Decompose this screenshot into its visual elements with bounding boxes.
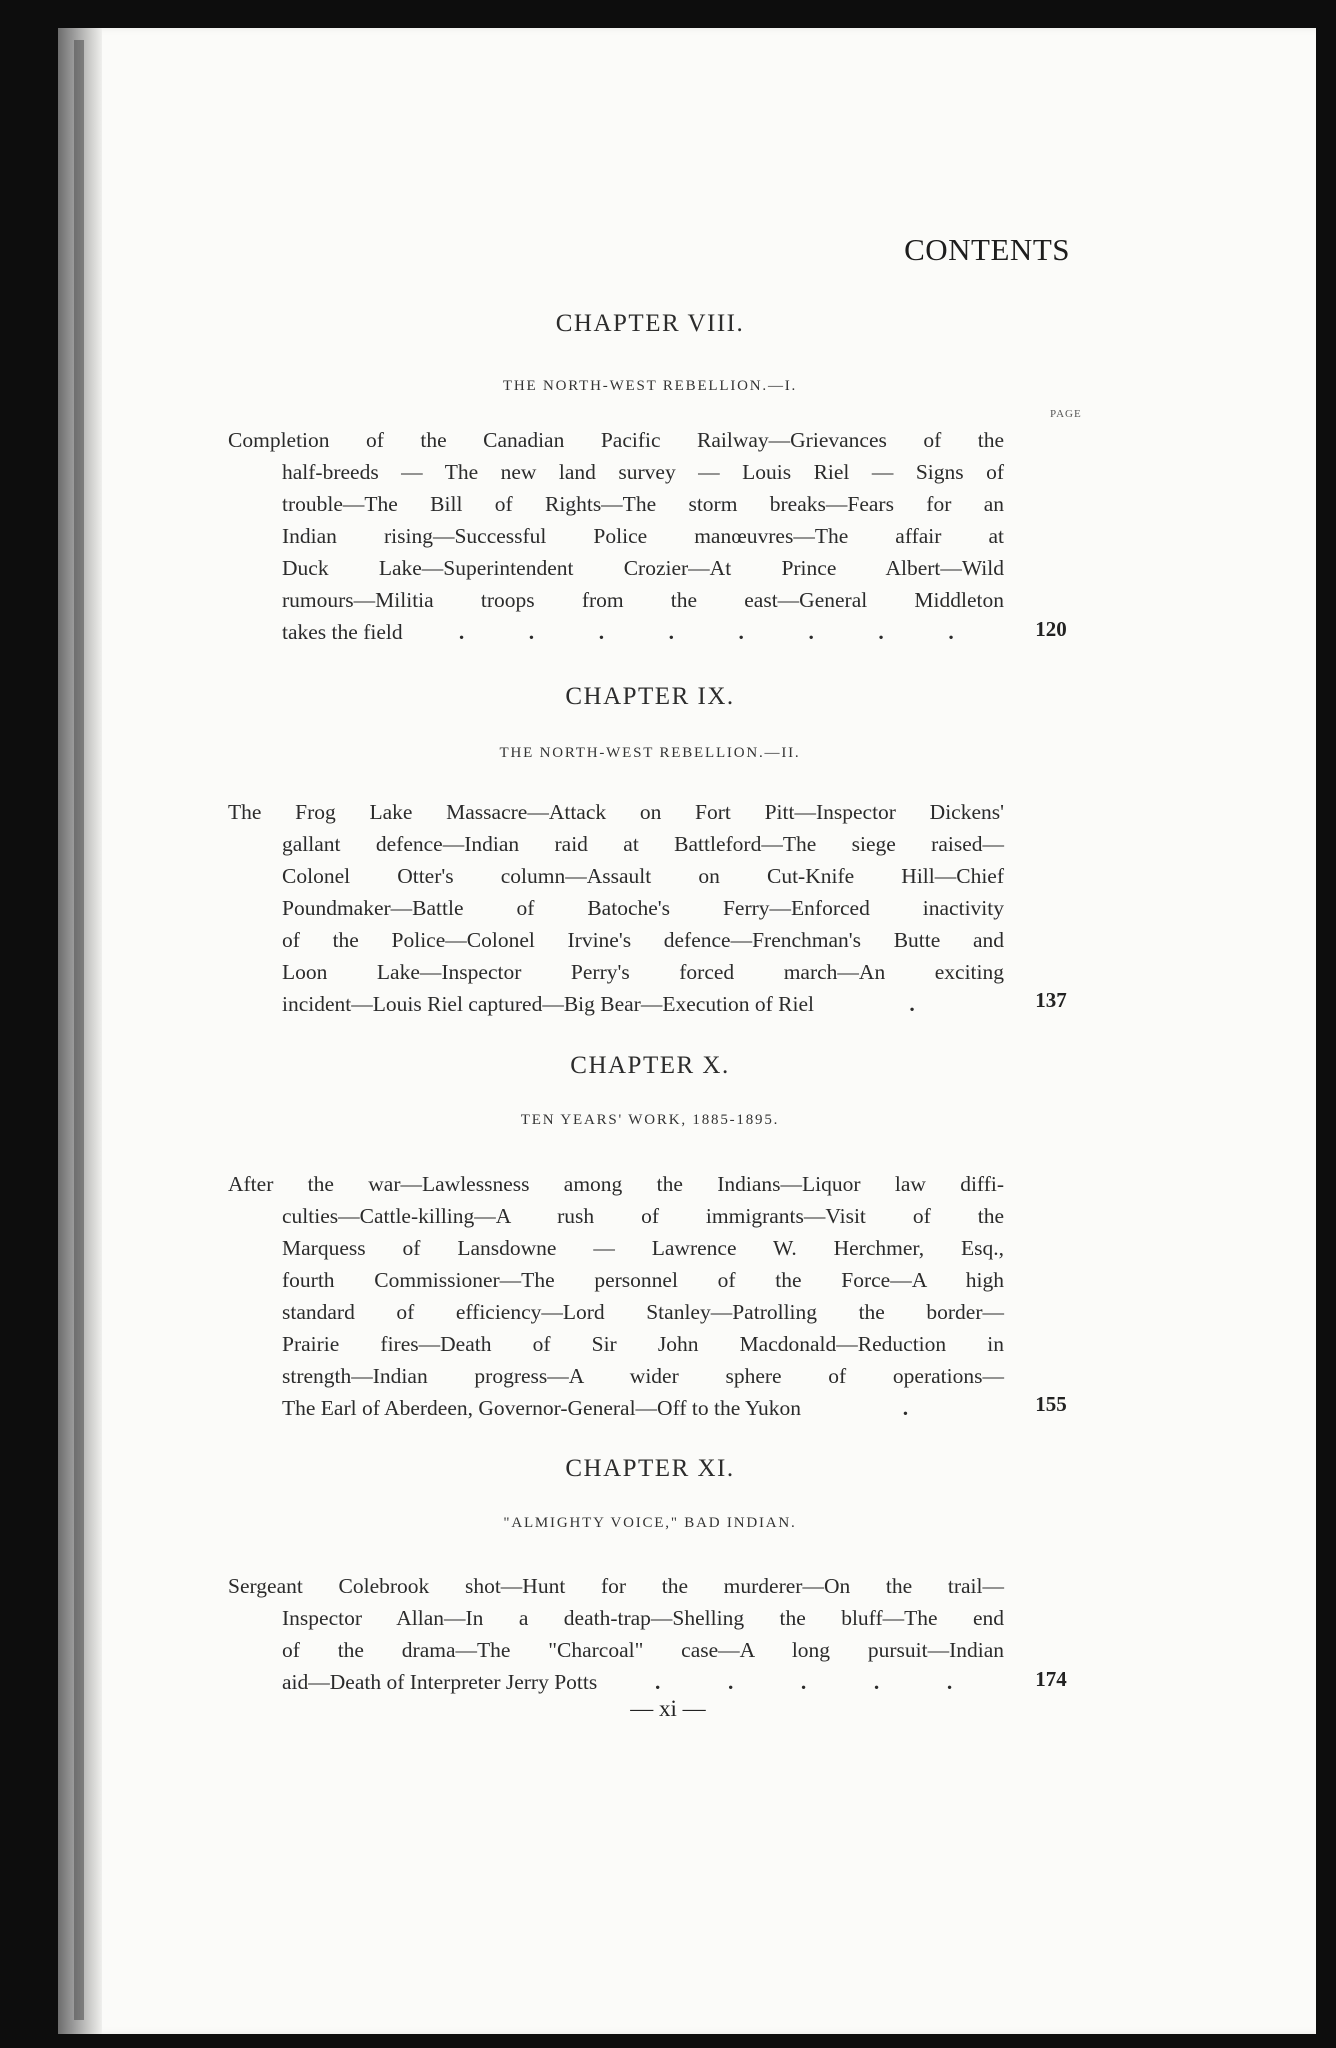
summary-line: The Earl of Aberdeen, Governor-General—Off to the Yukon [282, 1396, 801, 1420]
summary-line: gallant defence—Indian raid at Battleford—The siege raised— [282, 832, 1004, 856]
summary-line: strength—Indian progress—A wider sphere of operations— [282, 1364, 1004, 1388]
summary-line: Indian rising—Successful Police manœuvres—The affair at [282, 524, 1004, 548]
summary-line: of the drama—The "Charcoal" case—A long pursuit—Indian [282, 1638, 1004, 1662]
chapter-title: CHAPTER X. [570, 1052, 730, 1079]
page-number: 120 [1035, 617, 1067, 641]
summary-line: standard of efficiency—Lord Stanley—Patrolling the border— [282, 1300, 1004, 1324]
summary-last-line [282, 616, 1004, 648]
summary-line: Loon Lake—Inspector Perry's forced march—An exciting [282, 960, 1004, 984]
chapter-summary [228, 796, 1004, 1020]
dot-leaders: . [909, 992, 915, 1016]
summary-line: half-breeds — The new land survey — Louis Riel — Signs of [282, 460, 1004, 484]
summary-line: trouble—The Bill of Rights—The storm breaks—Fears for an [282, 492, 1004, 516]
dot-leaders: . [902, 1396, 909, 1420]
summary-line: of the Police—Colonel Irvine's defence—Frenchman's Butte and [282, 928, 1004, 952]
summary-line: Marquess of Lansdowne — Lawrence W. Herchmer, Esq., [282, 1236, 1004, 1260]
summary-line: The Frog Lake Massacre—Attack on Fort Pitt—Inspector Dickens' [228, 800, 1004, 824]
chapter-summary [228, 1570, 1004, 1698]
summary-line: takes the field [282, 620, 403, 644]
summary-line: Poundmaker—Battle of Batoche's Ferry—Enforced inactivity [282, 896, 1004, 920]
page-column-label: PAGE [1050, 408, 1082, 420]
summary-line: Colonel Otter's column—Assault on Cut-Knife Hill—Chief [282, 864, 1004, 888]
chapter-title: CHAPTER VIII. [555, 310, 745, 337]
dot-leaders: . . . . . [655, 1670, 953, 1694]
chapter-subtitle: THE NORTH-WEST REBELLION.—I. [502, 378, 798, 394]
summary-line: After the war—Lawlessness among the Indians—Liquor law diffi- [228, 1172, 1004, 1196]
summary-line: Inspector Allan—In a death-trap—Shelling the bluff—The end [282, 1606, 1004, 1630]
summary-line: Sergeant Colebrook shot—Hunt for the murderer—On the trail— [228, 1574, 1004, 1598]
summary-last-line [282, 1392, 1004, 1424]
chapter-summary [228, 1168, 1004, 1424]
page-number: 155 [1035, 1392, 1067, 1416]
summary-line: culties—Cattle-killing—A rush of immigrants—Visit of the [282, 1204, 1004, 1228]
summary-last-line [282, 988, 1004, 1020]
summary-line: rumours—Militia troops from the east—General Middleton [282, 588, 1004, 612]
page-number: 137 [1035, 988, 1067, 1012]
summary-line: incident—Louis Riel captured—Big Bear—Execution of Riel [282, 992, 814, 1016]
chapter-title: CHAPTER IX. [565, 683, 735, 710]
chapter-subtitle: THE NORTH-WEST REBELLION.—II. [499, 745, 801, 761]
summary-line: aid—Death of Interpreter Jerry Potts [282, 1670, 598, 1694]
chapter-subtitle: TEN YEARS' WORK, 1885-1895. [520, 1112, 780, 1128]
summary-line: Prairie fires—Death of Sir John Macdonald—Reduction in [282, 1332, 1004, 1356]
summary-line: Duck Lake—Superintendent Crozier—At Prince Albert—Wild [282, 556, 1004, 580]
page-heading: CONTENTS [904, 232, 1070, 267]
chapter-summary [228, 424, 1004, 648]
dot-leaders: . . . . . . . . [458, 620, 954, 644]
folio-page-number: — xi — [630, 1696, 706, 1721]
chapter-subtitle: "ALMIGHTY VOICE," BAD INDIAN. [503, 1515, 797, 1531]
summary-line: Completion of the Canadian Pacific Railway—Grievances of the [228, 428, 1004, 452]
summary-last-line [282, 1666, 1004, 1698]
chapter-title: CHAPTER XI. [565, 1455, 735, 1482]
page-number: 174 [1035, 1667, 1067, 1691]
summary-line: fourth Commissioner—The personnel of the Force—A high [282, 1268, 1004, 1292]
